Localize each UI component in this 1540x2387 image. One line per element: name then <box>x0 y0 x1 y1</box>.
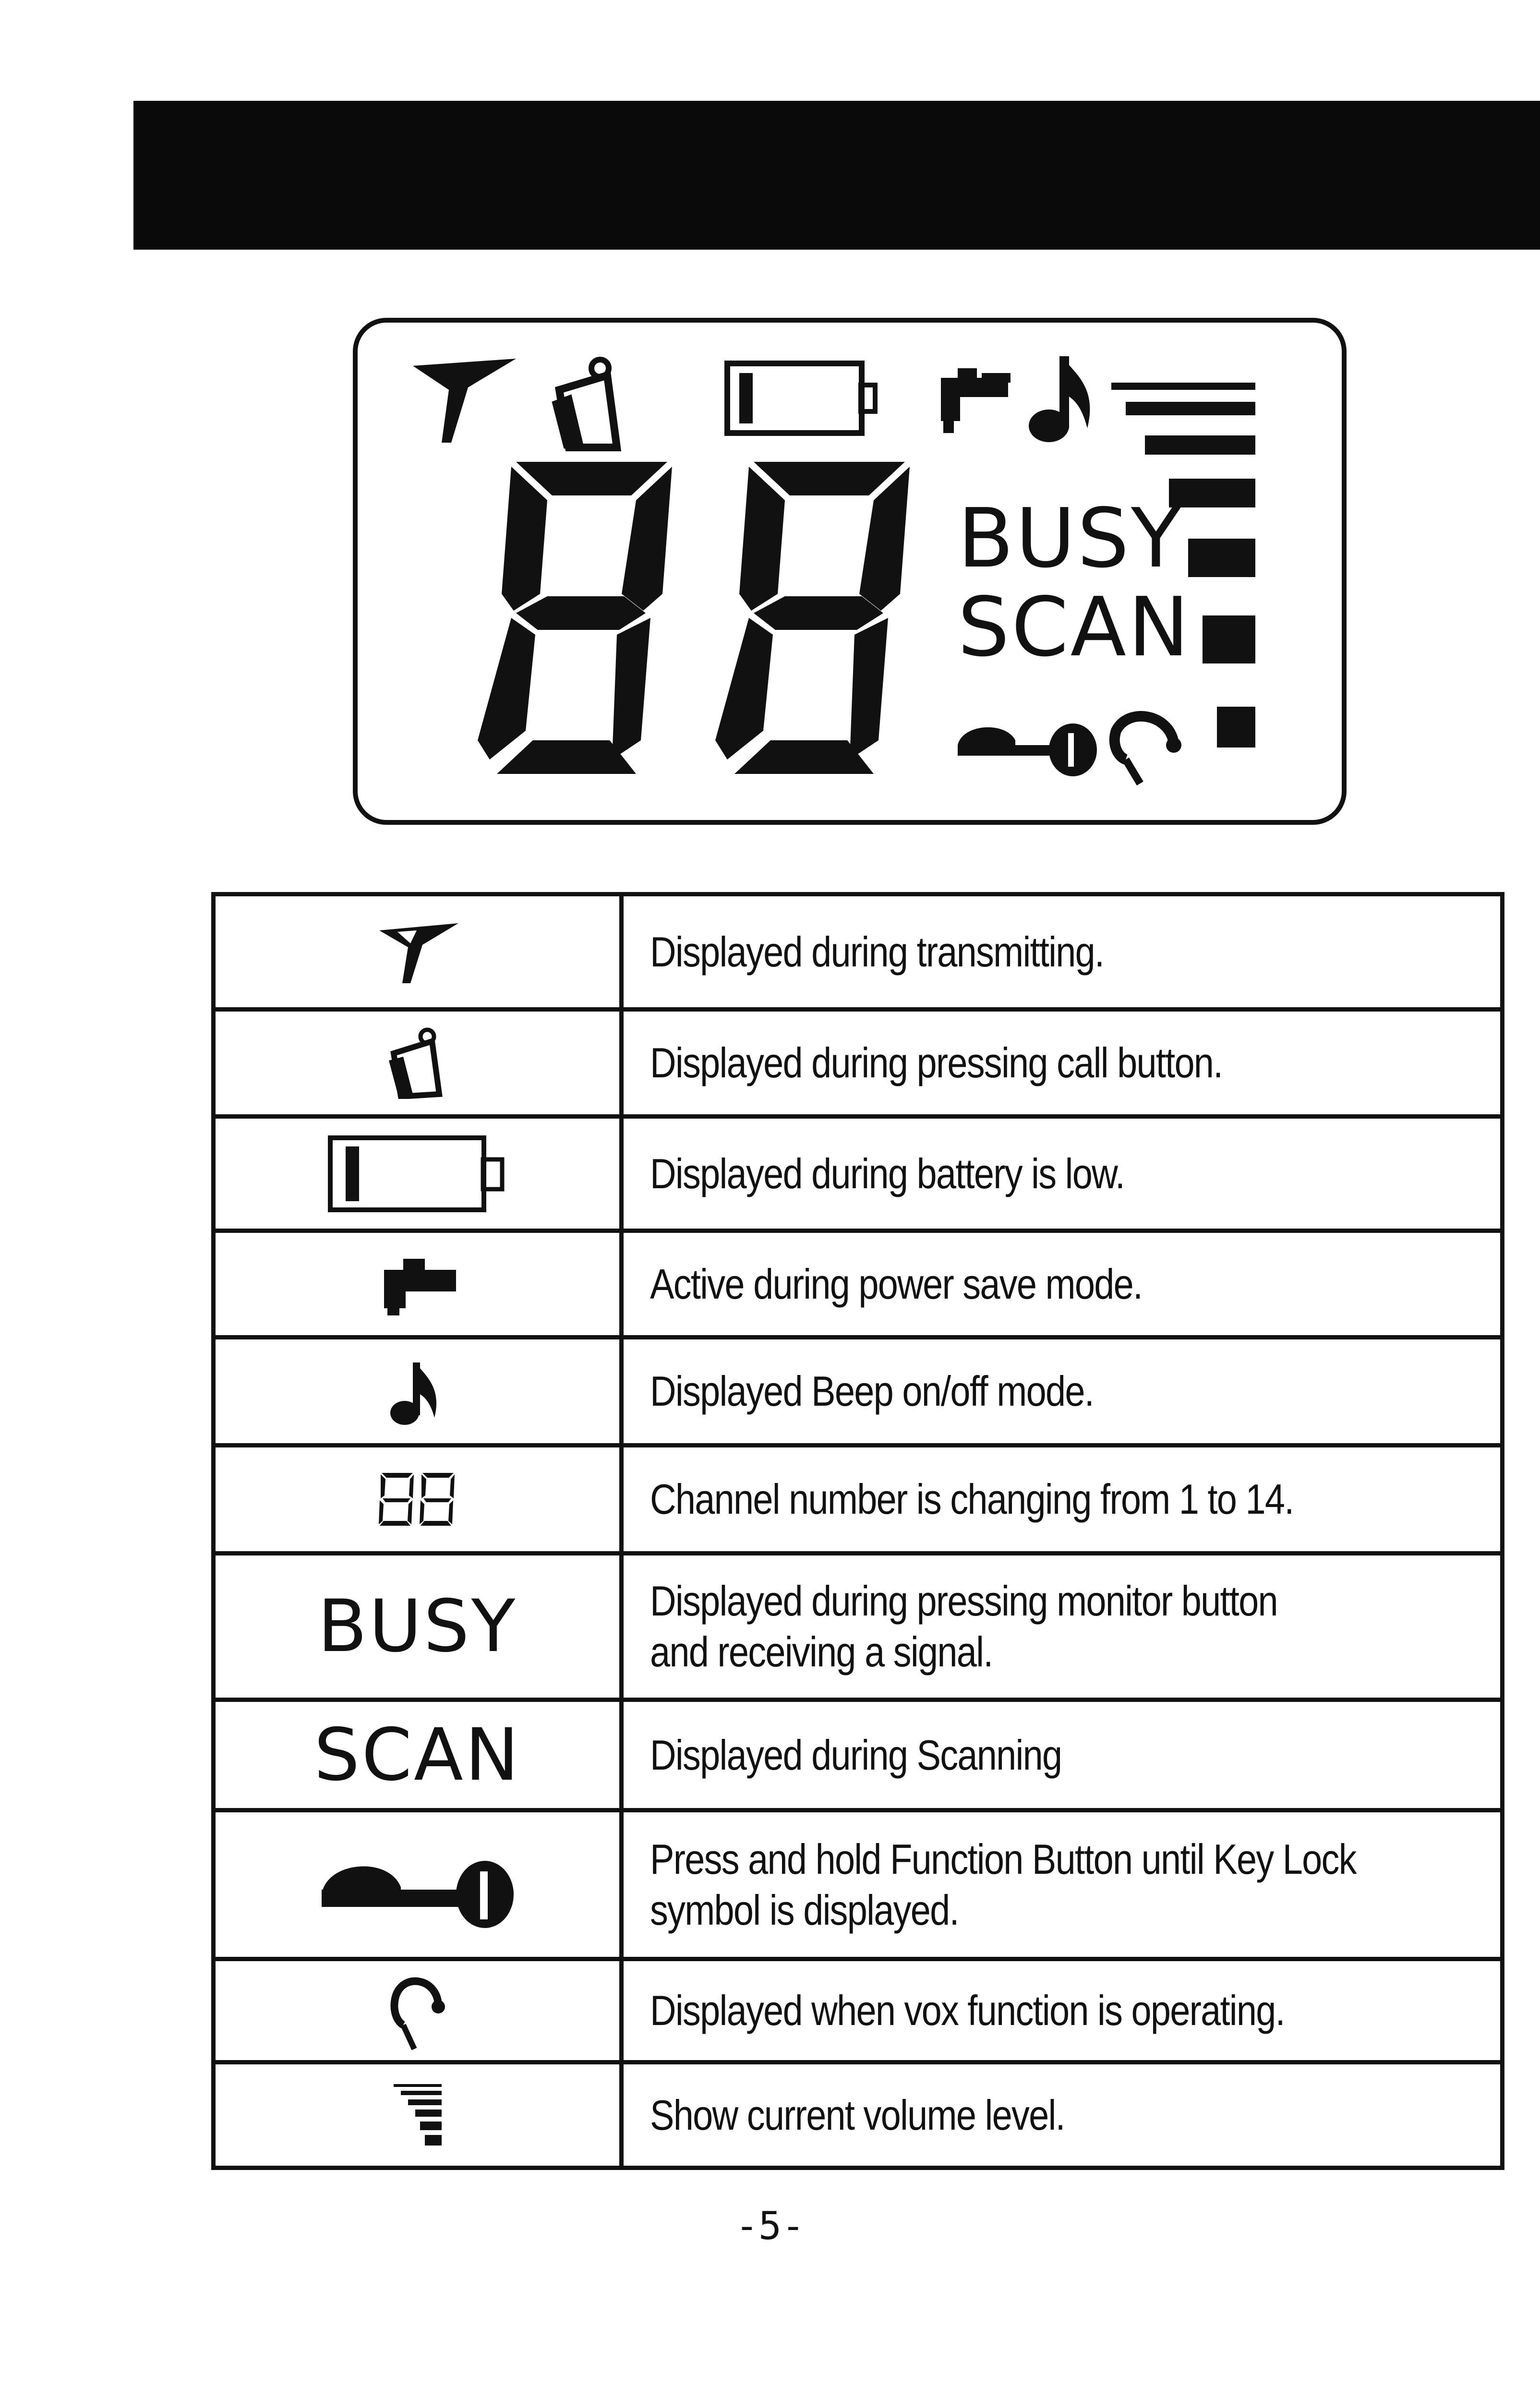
lcd-bell-icon <box>552 360 617 448</box>
symbol-cell <box>214 1010 622 1117</box>
lcd-battery-icon <box>727 363 875 433</box>
symbol-cell <box>214 2062 622 2168</box>
lcd-scan-label: SCAN <box>958 580 1191 675</box>
description-cell: Channel number is changing from 1 to 14. <box>622 1446 1503 1554</box>
antenna-icon <box>374 918 461 986</box>
description-cell: Displayed during pressing call button. <box>622 1010 1503 1117</box>
icon-legend-table <box>211 892 1504 2170</box>
lcd-key-lock-icon <box>958 723 1097 776</box>
page-number: -5- <box>735 2204 805 2248</box>
scan-symbol-text: SCAN <box>314 1713 521 1797</box>
table-row <box>214 894 1503 1010</box>
table-row <box>214 1959 1503 2062</box>
symbol-cell <box>214 1338 622 1446</box>
description-cell: Show current volume level. <box>622 2062 1503 2168</box>
battery-low-icon <box>326 1133 509 1215</box>
description-cell: Press and hold Function Button until Key Lock symbol is displayed. <box>622 1810 1503 1959</box>
table-row <box>214 1338 1503 1446</box>
symbol-cell <box>214 1959 622 2062</box>
lcd-busy-label: BUSY <box>958 491 1183 586</box>
header-bar <box>133 101 1540 250</box>
power-save-faucet-icon <box>377 1253 458 1315</box>
table-row <box>214 1231 1503 1338</box>
busy-symbol-text: BUSY <box>317 1585 517 1668</box>
channel-digits-icon <box>377 1471 458 1528</box>
symbol-cell <box>214 1231 622 1338</box>
lcd-power-save-icon <box>941 368 1011 433</box>
table-row <box>214 1117 1503 1231</box>
lcd-digit-1 <box>478 462 672 774</box>
description-cell: Active during power save mode. <box>622 1231 1503 1338</box>
lcd-digit-2 <box>715 462 910 774</box>
symbol-cell <box>214 1810 622 1959</box>
key-lock-icon <box>317 1842 518 1928</box>
table-row <box>214 1810 1503 1959</box>
table-row <box>214 1554 1503 1700</box>
lcd-vox-headset-icon <box>1115 716 1181 784</box>
symbol-cell <box>214 1117 622 1231</box>
symbol-cell <box>214 1446 622 1554</box>
lcd-antenna-icon <box>413 359 516 443</box>
symbol-cell <box>214 1554 622 1700</box>
vox-headset-icon <box>386 1967 449 2054</box>
table-row <box>214 1700 1503 1810</box>
description-cell: Displayed Beep on/off mode. <box>622 1338 1503 1446</box>
description-cell: Displayed during battery is low. <box>622 1117 1503 1231</box>
bell-icon <box>379 1027 456 1099</box>
lcd-display-illustration <box>353 318 1347 825</box>
music-note-icon <box>386 1355 449 1427</box>
symbol-cell <box>214 894 622 1010</box>
volume-level-icon <box>391 2079 444 2151</box>
table-row <box>214 2062 1503 2168</box>
symbol-cell <box>214 1700 622 1810</box>
description-cell: Displayed during pressing monitor button and receiving a signal. <box>622 1554 1503 1700</box>
lcd-beep-note-icon <box>1029 356 1090 442</box>
description-cell: Displayed during transmitting. <box>622 894 1503 1010</box>
table-row <box>214 1010 1503 1117</box>
table-row <box>214 1446 1503 1554</box>
description-cell: Displayed during Scanning <box>622 1700 1503 1810</box>
description-cell: Displayed when vox function is operating. <box>622 1959 1503 2062</box>
